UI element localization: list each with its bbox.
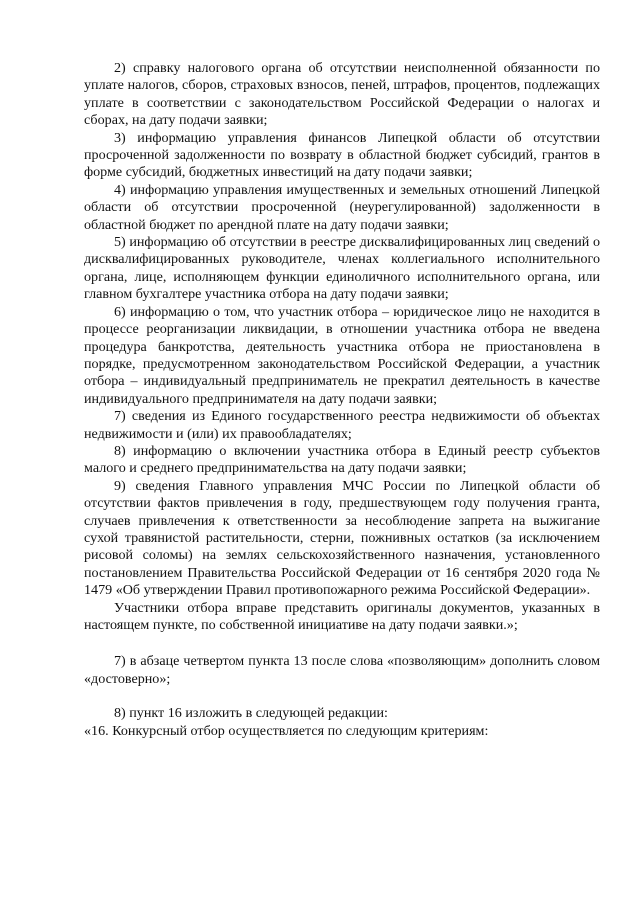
paragraph-item-4: 4) информацию управления имущественных и земельных отношений Липецкой области об отсутствии просроченной (неурегулированной) задолженности в областной бюджет по арендной плате на дату подачи заявки;: [84, 181, 600, 233]
paragraph-originals-note: Участники отбора вправе представить оригиналы документов, указанных в настоящем пункте, по собственной инициативе на дату подачи заявки.»;: [84, 599, 600, 633]
paragraph-item-9: 9) сведения Главного управления МЧС России по Липецкой области об отсутствии фактов привлечения в году, предшествующем году получения гранта, случаев привлечения к ответственности за несоблюдение запрета на выжигание сухой травянистой растительности, стерни, пожнивных остатков (за исключением рисовой соломы) на землях сельскохозяйственного назначения, установленного постановлением Правительства Российской Федерации от 16 сентября 2020 года № 1479 «Об утверждении Правил противопожарного режима Российской Федерации».: [84, 477, 600, 599]
paragraph-item-2: 2) справку налогового органа об отсутствии неисполненной обязанности по уплате налогов, сборов, страховых взносов, пеней, штрафов, процентов, подлежащих уплате в соответствии с законодательством Российской Федерации о налогах и сборах, на дату подачи заявки;: [84, 60, 600, 129]
paragraph-amendment-7: 7) в абзаце четвертом пункта 13 после слова «позволяющим» дополнить словом «достоверно»;: [84, 653, 600, 687]
paragraph-amendment-8: 8) пункт 16 изложить в следующей редакции:: [114, 705, 388, 722]
paragraph-item-5: 5) информацию об отсутствии в реестре дисквалифицированных лиц сведений о дисквалифицированных руководителе, членах коллегиального исполнительного органа, лице, исполняющем функции единоличного исполнительного органа, или главном бухгалтере участника отбора на дату подачи заявки;: [84, 234, 600, 303]
paragraph-point-16: «16. Конкурсный отбор осуществляется по следующим критериям:: [84, 722, 489, 739]
paragraph-item-8: 8) информацию о включении участника отбора в Единый реестр субъектов малого и среднего предпринимательства на дату подачи заявки;: [84, 442, 600, 477]
paragraph-item-6: 6) информацию о том, что участник отбора – юридическое лицо не находится в процессе реорганизации ликвидации, в отношении участника отбора не введена процедура банкротства, деятельность участника отбора не приостановлена в порядке, предусмотренном законодательством Российской Федерации, а участник отбора – индивидуальный предприниматель не прекратил деятельность в качестве индивидуального предпринимателя на дату подачи заявки;: [84, 303, 600, 407]
paragraph-item-3: 3) информацию управления финансов Липецкой области об отсутствии просроченной задолженности по возврату в областной бюджет субсидий, грантов в форме субсидий, бюджетных инвестиций на дату подачи заявки;: [84, 129, 600, 181]
paragraph-item-7: 7) сведения из Единого государственного реестра недвижимости об объектах недвижимости и (или) их правообладателях;: [84, 408, 600, 442]
